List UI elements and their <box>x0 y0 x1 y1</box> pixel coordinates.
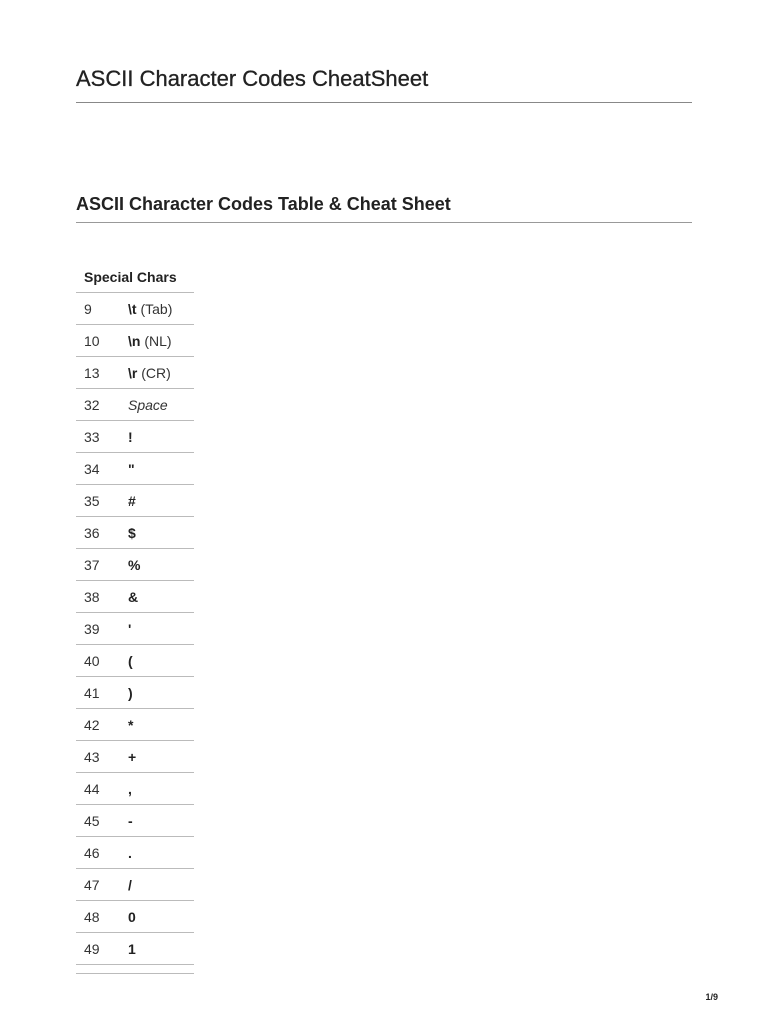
code-cell: 9 <box>76 293 120 325</box>
table-row <box>76 549 194 581</box>
char-symbol: \n <box>128 332 141 349</box>
char-symbol: ' <box>128 620 132 637</box>
char-symbol: + <box>128 748 137 765</box>
table-row <box>76 837 194 869</box>
table-row <box>76 677 194 709</box>
table-row <box>76 485 194 517</box>
table-row <box>76 741 194 773</box>
char-symbol: , <box>128 780 132 797</box>
char-cell <box>120 933 194 965</box>
table-row <box>76 869 194 901</box>
page-title: ASCII Character Codes CheatSheet <box>76 64 692 103</box>
code-cell: 10 <box>76 325 120 357</box>
char-symbol: 0 <box>128 908 136 925</box>
char-cell <box>120 453 194 485</box>
char-symbol: \r <box>128 364 138 381</box>
code-cell: 42 <box>76 709 120 741</box>
char-note: (CR) <box>141 364 171 381</box>
char-symbol: - <box>128 812 133 829</box>
char-note: (Tab) <box>140 300 173 317</box>
table-row <box>76 357 194 389</box>
char-symbol: \t <box>128 300 137 317</box>
char-cell <box>120 613 194 645</box>
char-symbol: " <box>128 460 135 477</box>
code-cell: 44 <box>76 773 120 805</box>
section-title: ASCII Character Codes Table & Cheat Sheet <box>76 192 692 223</box>
code-cell: 33 <box>76 421 120 453</box>
char-symbol: Space <box>128 396 168 413</box>
char-symbol: ) <box>128 684 133 701</box>
page-number: 1/9 <box>705 992 718 1002</box>
ascii-codes-table <box>76 261 194 974</box>
code-cell: 48 <box>76 901 120 933</box>
table-row <box>76 645 194 677</box>
char-cell <box>120 421 194 453</box>
char-cell <box>120 325 194 357</box>
code-cell: 49 <box>76 933 120 965</box>
char-cell <box>120 645 194 677</box>
char-cell <box>120 837 194 869</box>
char-cell <box>120 485 194 517</box>
char-symbol: & <box>128 588 139 605</box>
char-symbol: . <box>128 844 132 861</box>
char-cell <box>120 549 194 581</box>
char-cell <box>120 293 194 325</box>
char-note: (NL) <box>144 332 172 349</box>
char-cell <box>120 677 194 709</box>
char-cell <box>120 805 194 837</box>
char-cell <box>120 357 194 389</box>
code-cell: 47 <box>76 869 120 901</box>
table-row <box>76 581 194 613</box>
table-row <box>76 933 194 965</box>
char-symbol: # <box>128 492 136 509</box>
code-cell: 32 <box>76 389 120 421</box>
code-cell: 13 <box>76 357 120 389</box>
table-end-divider <box>76 965 194 974</box>
char-symbol: 1 <box>128 940 136 957</box>
code-cell: 34 <box>76 453 120 485</box>
char-symbol: / <box>128 876 132 893</box>
char-cell <box>120 709 194 741</box>
char-symbol: * <box>128 716 134 733</box>
table-row <box>76 709 194 741</box>
char-cell <box>120 869 194 901</box>
table-row <box>76 453 194 485</box>
char-symbol: ! <box>128 428 133 445</box>
char-cell <box>120 773 194 805</box>
code-cell: 35 <box>76 485 120 517</box>
table-header-special-chars: Special Chars <box>76 261 194 293</box>
char-cell <box>120 517 194 549</box>
table-row <box>76 773 194 805</box>
table-row <box>76 901 194 933</box>
code-cell: 43 <box>76 741 120 773</box>
code-cell: 40 <box>76 645 120 677</box>
table-header-row <box>76 261 194 293</box>
char-cell <box>120 901 194 933</box>
code-cell: 41 <box>76 677 120 709</box>
table-row <box>76 805 194 837</box>
code-cell: 36 <box>76 517 120 549</box>
code-cell: 39 <box>76 613 120 645</box>
table-row <box>76 293 194 325</box>
char-cell <box>120 741 194 773</box>
char-symbol: % <box>128 556 141 573</box>
char-cell <box>120 389 194 421</box>
code-cell: 45 <box>76 805 120 837</box>
code-cell: 38 <box>76 581 120 613</box>
code-cell: 46 <box>76 837 120 869</box>
table-row <box>76 517 194 549</box>
table-row <box>76 389 194 421</box>
table-row <box>76 325 194 357</box>
char-symbol: ( <box>128 652 133 669</box>
char-symbol: $ <box>128 524 136 541</box>
table-row <box>76 613 194 645</box>
char-cell <box>120 581 194 613</box>
table-end-row <box>76 965 194 974</box>
code-cell: 37 <box>76 549 120 581</box>
table-row <box>76 421 194 453</box>
